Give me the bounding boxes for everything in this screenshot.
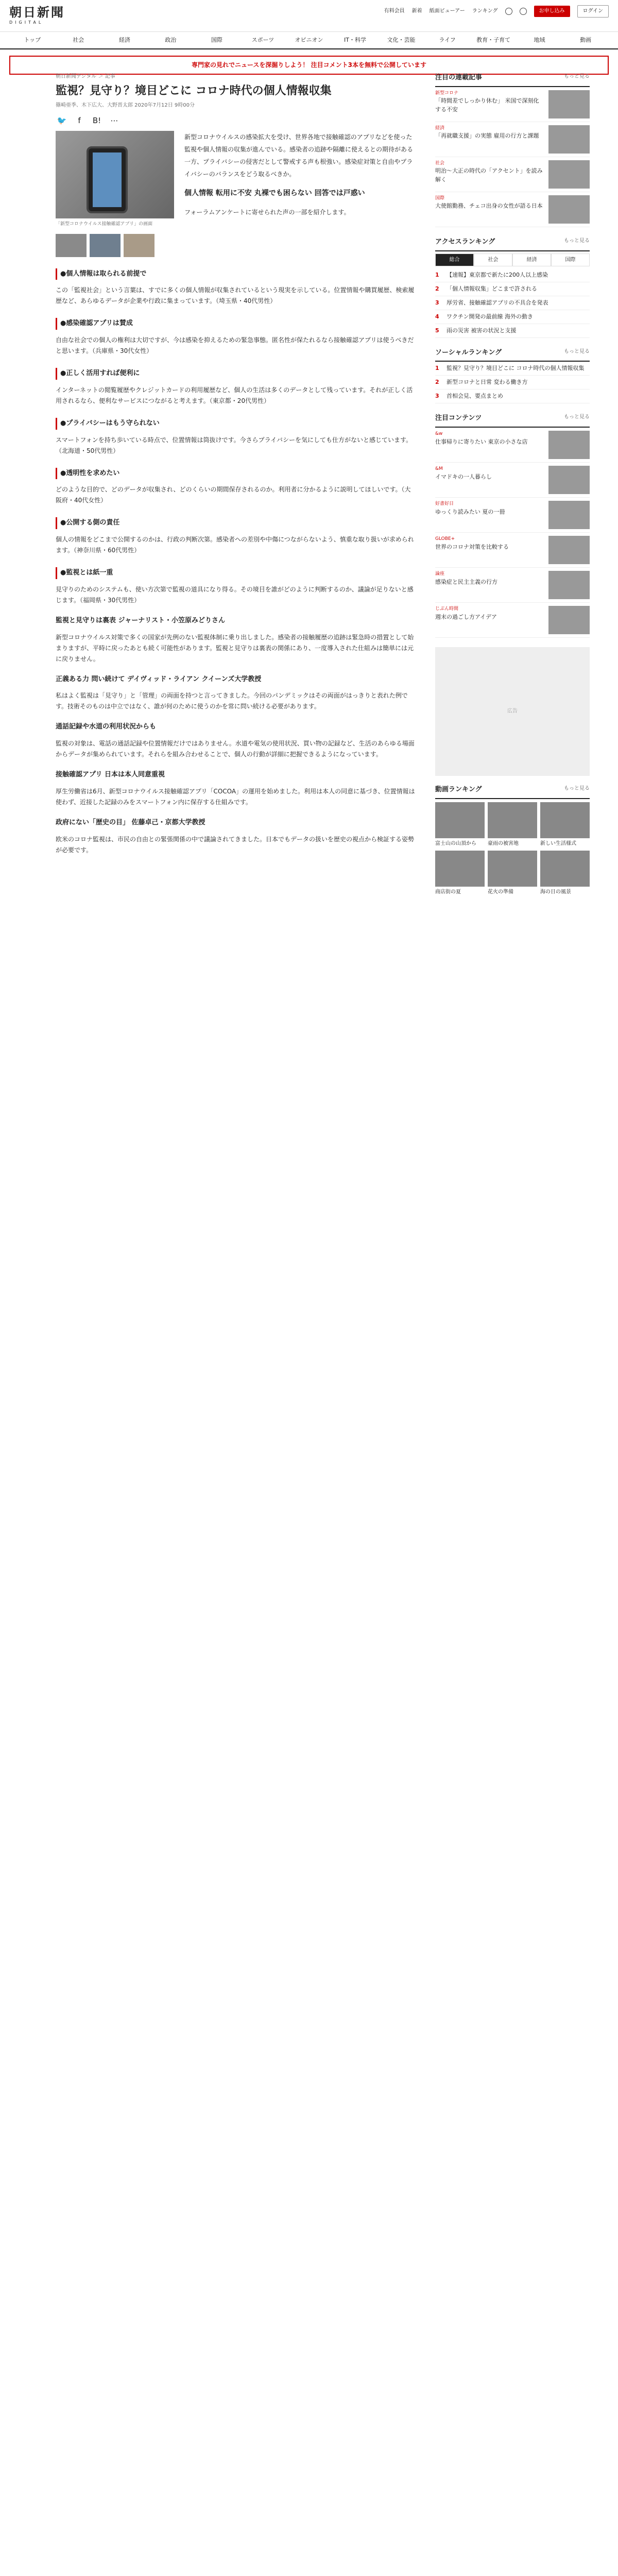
body-paragraph: この「監視社会」という言葉は、すでに多くの個人情報が収集されているという現実を示している。位置情報や購買履歴、検索履歴など、あらゆるデータが企業や行政に集まっています。（埼玉県・40代男性）	[56, 286, 415, 305]
item-thumbnail	[548, 501, 590, 529]
photo-thumbnails	[56, 234, 174, 257]
ranking-tabs	[435, 253, 590, 267]
nav-item[interactable]: スポーツ	[251, 37, 274, 44]
body-paragraph: インターネットの閲覧履歴やクレジットカードの利用履歴など、個人の生活は多くのデータとして残っています。それが正しく活用されるなら、便利なサービスにつながると考えます。（東京都・20代男性）	[56, 386, 413, 404]
video-thumbnail	[540, 851, 590, 887]
video-item[interactable]: 富士山の山頂から	[435, 802, 485, 848]
section-title: 接触確認アプリ 日本は本人同意重視	[56, 771, 165, 779]
item-text: 「時間差でしっかり休む」 米国で深刻化する不安	[435, 97, 539, 113]
lead-paragraph: 新型コロナウイルスの感染拡大を受け、世界各地で接触確認のアプリなどを使った監視や個人情報の収集が進んでいる。感染者の追跡や隔離に使えるとの期待がある一方、プライバシーの侵害だとして警戒する声も根強い。感染症対策と自由やプライバシーのバランスをどう取るべきか。	[184, 133, 414, 178]
item-text: 明治～大正の時代の「アクセント」を読み解く	[435, 167, 543, 183]
thumbnail[interactable]	[56, 234, 87, 257]
body-paragraph: 見守りのためのシステムも、使い方次第で監視の道具になり得る。その境目を誰がどのように判断するのか、議論が足りないと感じます。（福岡県・30代男性）	[56, 585, 414, 604]
attention-item[interactable]	[435, 157, 590, 192]
video-thumbnail	[435, 802, 485, 838]
item-thumbnail	[548, 466, 590, 494]
social-more-link[interactable]: もっと見る	[564, 348, 590, 354]
ranking-title: アクセスランキング	[435, 238, 495, 246]
pickup-item[interactable]: &M イマドキの一人暮らし	[435, 463, 590, 498]
article-photo[interactable]	[56, 131, 174, 218]
nav-item[interactable]: 教育・子育て	[476, 37, 511, 44]
attention-item[interactable]	[435, 192, 590, 227]
nav-item[interactable]: ライフ	[439, 37, 456, 44]
nav-item[interactable]: IT・科学	[344, 37, 366, 44]
pickup-more-link[interactable]: もっと見る	[564, 414, 590, 420]
main-nav	[0, 32, 618, 49]
body-paragraph: どのような目的で、どのデータが収集され、どのくらいの期間保存されるのか。利用者に分かるように説明してほしいです。（大阪府・40代女性）	[56, 486, 411, 504]
ranking-item[interactable]: 1 【速報】東京都で新たに200人以上感染	[435, 268, 590, 282]
user-icon[interactable]	[520, 8, 527, 15]
social-item[interactable]: 1 監視？見守り？境目どこに コロナ時代の個人情報収集	[435, 362, 590, 376]
ranking-tab[interactable]: 国際	[551, 253, 590, 267]
facebook-icon[interactable]: f	[78, 115, 81, 125]
video-item[interactable]: 花火の準備	[488, 851, 537, 896]
photo-block	[56, 131, 174, 257]
promo-banner[interactable]: 専門家の見れでニュースを深掘りしよう！ 注目コメント3本を無料で公開しています	[9, 56, 609, 75]
item-thumbnail	[548, 195, 590, 224]
section-paragraph: 欧米のコロナ監視は、市民の自由との緊張関係の中で議論されてきました。日本でもデータの扱いを歴史の視点から検証する姿勢が必要です。	[56, 835, 415, 854]
social-ranking-box	[435, 347, 590, 404]
section-paragraph: 新型コロナウイルス対策で多くの国家が先例のない監視体制に乗り出しました。感染者の接触履歴の追跡は緊急時の措置として始まりますが、平時に戻ったあとも続く可能性があります。監視と見守りは裏表の関係にあり、一度導入された仕組みは簡単には元に戻りません。	[56, 633, 414, 663]
nav-item[interactable]: 社会	[73, 37, 84, 44]
body-heading: ●監視とは紙一重	[56, 567, 416, 579]
item-tag: 新型コロナ	[435, 90, 459, 96]
section-title: 監視と見守りは裏表 ジャーナリスト・小笠原みどりさん	[56, 616, 226, 624]
toplink-ranking[interactable]: ランキング	[472, 8, 498, 14]
item-thumbnail	[548, 431, 590, 459]
thumbnail[interactable]	[124, 234, 154, 257]
nav-item[interactable]: 地域	[534, 37, 545, 44]
video-thumbnail	[435, 851, 485, 887]
attention-item[interactable]	[435, 87, 590, 122]
section-paragraph: 私はよく監視は「見守り」と「管理」の両面を持つと言ってきました。今回のパンデミックはその両面がはっきりと表れた例です。技術そのものは中立ではなく、誰が何のために使うのかを常に問い続ける必要があります。	[56, 692, 408, 710]
nav-item[interactable]: 動画	[580, 37, 592, 44]
item-thumbnail	[548, 536, 590, 564]
site-logo[interactable]: 朝日新聞 DIGITAL	[9, 5, 65, 25]
ranking-item[interactable]: 2 「個人情報収集」どこまで許される	[435, 282, 590, 296]
article-main	[56, 72, 416, 861]
pickup-box	[435, 413, 590, 638]
item-thumbnail	[548, 606, 590, 634]
toplink-viewer[interactable]: 紙面ビューアー	[429, 8, 465, 14]
video-thumbnail	[488, 802, 537, 838]
item-tag: 経済	[435, 125, 445, 131]
item-thumbnail	[548, 125, 590, 154]
ranking-tab[interactable]: 経済	[512, 253, 551, 267]
video-item[interactable]: 豪雨の被害地	[488, 802, 537, 848]
video-thumbnail	[488, 851, 537, 887]
section-title: 通話記録や水道の利用状況からも	[56, 723, 157, 731]
body-heading: ●正しく活用すれば便利に	[56, 368, 416, 380]
item-thumbnail	[548, 571, 590, 599]
video-item[interactable]: 商店街の夏	[435, 851, 485, 896]
pickup-item[interactable]: GLOBE+ 世界のコロナ対策を比較する	[435, 533, 590, 568]
nav-item[interactable]: 経済	[118, 37, 130, 44]
video-item[interactable]: 海の日の風景	[540, 851, 590, 896]
nav-item[interactable]: オピニオン	[295, 37, 323, 44]
item-thumbnail	[548, 160, 590, 189]
video-item[interactable]: 新しい生活様式	[540, 802, 590, 848]
item-text: 大使館勤務、チェコ出身の女性が語る日本	[435, 202, 543, 210]
lead-paragraph: フォーラムアンケートに寄せられた声の一部を紹介します。	[184, 209, 350, 216]
attention-item[interactable]	[435, 122, 590, 157]
section-paragraph: 厚生労働省は6月、新型コロナウイルス接触確認アプリ「COCOA」の運用を始めました。利用は本人の同意に基づき、位置情報は使わず、近接した記録のみをスマートフォン内に保存する仕組みです。	[56, 787, 415, 806]
nav-item[interactable]: 政治	[165, 37, 177, 44]
social-title: ソーシャルランキング	[435, 348, 502, 357]
body-paragraph: 個人の情報をどこまで公開するのかは、行政の判断次第。感染者への差別や中傷につながらないよう、慎重な取り扱いが求められます。（神奈川県・60代男性）	[56, 536, 414, 554]
nav-item[interactable]: 国際	[211, 37, 222, 44]
breadcrumb[interactable]: 朝日新聞デジタル ＞ 記事	[56, 74, 115, 79]
body-heading: ●プライバシーはもう守られない	[56, 418, 416, 430]
login-button[interactable]: ログイン	[577, 5, 609, 18]
video-thumbnail	[540, 802, 590, 838]
ranking-more-link[interactable]: もっと見る	[564, 238, 590, 244]
article-lead	[184, 131, 416, 257]
nav-item[interactable]: 文化・芸能	[387, 37, 416, 44]
pickup-item[interactable]: 好書好日 ゆっくり読みたい 夏の一冊	[435, 498, 590, 533]
ranking-item[interactable]: 4 ワクチン開発の最前線 海外の動き	[435, 310, 590, 324]
body-paragraph: スマートフォンを持ち歩いている時点で、位置情報は筒抜けです。今さらプライバシーを気にしても仕方がないと感じています。（北海道・50代男性）	[56, 436, 413, 454]
lead-subheading: 個人情報 転用に不安 丸裸でも困らない 回答では戸惑い	[184, 189, 365, 197]
photo-caption: 「新型コロナウイルス接触確認アプリ」の画面	[56, 221, 153, 227]
item-tag: 国際	[435, 195, 445, 201]
item-tag: 社会	[435, 160, 445, 166]
section-title: 正義ある力 問い続けて デイヴィッド・ライアン クイーンズ大学教授	[56, 675, 262, 683]
pickup-item[interactable]: &w 仕事帰りに寄りたい 東京の小さな店	[435, 428, 590, 463]
toplink-members[interactable]: 有料会員	[384, 8, 405, 14]
video-ranking-box	[435, 784, 590, 896]
article-body	[56, 268, 416, 856]
bookmark-icon[interactable]: B!	[92, 115, 101, 125]
sidebar	[435, 72, 590, 905]
section-title: 政府にない「歴史の目」 佐藤卓己・京都大学教授	[56, 818, 205, 826]
search-icon[interactable]	[505, 8, 512, 15]
body-heading: ●公開する側の責任	[56, 517, 416, 529]
section-paragraph: 監視の対象は、電話の通話記録や位置情報だけではありません。水道や電気の使用状況、買い物の記録など、生活のあらゆる場面からデータが集められています。それらを組み合わせることで、個人の行動が詳細に把握できるようになっています。	[56, 740, 415, 758]
social-item[interactable]: 3 首相会見、要点まとめ	[435, 389, 590, 403]
item-text: 「再就職支援」の実態 雇用の行方と課題	[435, 132, 539, 140]
pickup-title: 注目コンテンツ	[435, 414, 482, 422]
social-item[interactable]: 2 新型コロナと日常 変わる働き方	[435, 376, 590, 389]
nav-item[interactable]: トップ	[24, 37, 41, 44]
twitter-icon[interactable]: 🐦	[57, 115, 67, 125]
site-header	[0, 0, 618, 32]
item-thumbnail	[548, 90, 590, 118]
attention-more-link[interactable]: もっと見る	[564, 74, 590, 79]
thumbnail[interactable]	[90, 234, 121, 257]
attention-title: 注目の連載記事	[435, 74, 483, 81]
ranking-tab[interactable]: 社会	[474, 253, 512, 267]
pickup-item[interactable]: じぶん時間 週末の過ごし方アイデア	[435, 603, 590, 638]
body-heading: ●透明性を求めたい	[56, 468, 416, 480]
body-heading: ●感染確認アプリは賛成	[56, 318, 416, 330]
article-meta: 篠崎亜季、木下広大、大野晋太郎 2020年7月12日 9時00分	[56, 103, 195, 109]
top-links	[384, 5, 609, 18]
body-paragraph: 自由な社会での個人の権利は大切ですが、今は感染を抑えるための緊急事態。匿名性が保たれるなら接触確認アプリは使うべきだと思います。（兵庫県・30代女性）	[56, 336, 414, 355]
share-bar	[56, 114, 416, 127]
video-more-link[interactable]: もっと見る	[564, 786, 590, 791]
more-icon[interactable]: ⋯	[110, 115, 118, 125]
toplink-new[interactable]: 新着	[411, 8, 422, 14]
ranking-item[interactable]: 3 厚労省、接触確認アプリの不具合を発表	[435, 296, 590, 310]
access-ranking-box	[435, 236, 590, 338]
subscribe-button[interactable]: お申し込み	[534, 6, 570, 17]
pickup-item[interactable]: 論座 感染症と民主主義の行方	[435, 568, 590, 603]
ad-slot[interactable]: 広告	[435, 647, 590, 776]
attention-box	[435, 72, 590, 227]
body-heading: ●個人情報は取られる前提で	[56, 268, 416, 280]
ranking-item[interactable]: 5 雨の災害 被害の状況と支援	[435, 324, 590, 338]
article-title: 監視？見守り？境目どこに コロナ時代の個人情報収集	[56, 84, 332, 97]
video-ranking-title: 動画ランキング	[435, 786, 482, 793]
ranking-tab[interactable]: 総合	[435, 253, 474, 267]
